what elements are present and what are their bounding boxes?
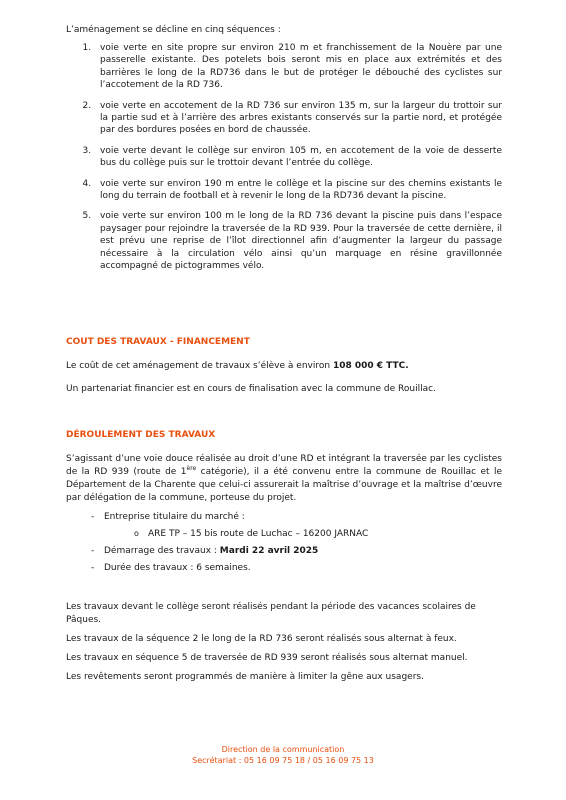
demarrage-label: Démarrage des travaux :	[104, 545, 220, 556]
cost-paragraph	[66, 360, 502, 373]
entreprise-sublist	[104, 528, 502, 541]
deroulement-text-a: S’agissant d’une voie douce réalisée au droit d’une RD et intégrant la traversée par les cyclistes de la RD 939 (route de 1	[66, 453, 502, 477]
sequence-item-4: 4. voie verte sur environ 190 m entre le collège et la piscine sur des chemins existants le long du terrain de football et à revenir le long de la RD736 devant la piscine.	[94, 178, 502, 203]
sequence-item-3: 3. voie verte devant le collège sur environ 105 m, en accotement de la voie de desserte bus du collège puis sur le trottoir devant l’entrée du collège.	[94, 145, 502, 170]
demarrage-item	[94, 545, 502, 558]
demarrage-value: Mardi 22 avril 2025	[219, 545, 319, 556]
closing-section	[66, 601, 502, 684]
closing-line-2: Les travaux de la séquence 2 le long de la RD 736 seront réalisés sous alternat à feux.	[66, 633, 457, 644]
deroulement-paragraph	[66, 453, 502, 505]
partner-paragraph: Un partenariat financier est en cours de finalisation avec la commune de Rouillac.	[66, 383, 436, 394]
duree-item: - Durée des travaux : 6 semaines.	[94, 562, 502, 575]
closing-line-1: Les travaux devant le collège seront réalisés pendant la période des vacances scolaires de Pâques.	[66, 601, 476, 625]
entreprise-value: o ARE TP – 15 bis route de Luchac – 16200 JARNAC	[134, 528, 502, 541]
footer-department: Direction de la communication	[221, 745, 345, 754]
document-body	[66, 24, 502, 690]
entreprise-label: Entreprise titulaire du marché :	[104, 511, 245, 522]
footer-phone: Secrétariat : 05 16 09 75 18 / 05 16 09 75 13	[192, 756, 374, 765]
details-list	[66, 511, 502, 575]
cost-amount: 108 000 € TTC.	[332, 360, 409, 371]
footer	[0, 744, 566, 766]
sequence-item-1: 1. voie verte en site propre sur environ 210 m et franchissement de la Nouère par une passerelle existante. Des potelets bois seront mis en place aux extrémités et des barrières le long de la RD736 dans le but de protéger le débouché des cyclistes sur l’accotement de la RD 736.	[94, 42, 502, 92]
entreprise-item	[94, 511, 502, 541]
deroulement-heading: DÉROULEMENT DES TRAVAUX	[66, 429, 216, 440]
sequence-item-5: 5. voie verte sur environ 100 m le long de la RD 736 devant la piscine puis dans l’espace paysager pour rejoindre la traversée de la RD 939. Pour la traversée de cette dernière, il est prévu une reprise de l’îlot directionnel afin d’augmenter la largeur du passage nécessaire à la circulation vélo ainsi qu’un marquage en résine gravillonnée accompagné de pictogrammes vélo.	[94, 210, 502, 272]
intro-text: L’aménagement se décline en cinq séquences :	[66, 25, 281, 35]
cost-text: Le coût de cet aménagement de travaux s’élève à environ	[66, 360, 333, 371]
deroulement-text-b: catégorie), il a été convenu entre la commune de Rouillac et le Département de la Charente que celui-ci assurerait la maîtrise d’ouvrage et la maîtrise d’œuvre par délégation de la commune, porteuse du projet.	[66, 466, 503, 503]
sequence-item-2: 2. voie verte en accotement de la RD 736 sur environ 135 m, sur la largeur du trottoir sur la partie sud et à l’arrière des arbres existants conservés sur la partie nord, et protégée par des bordures posées en bord de chaussée.	[94, 100, 502, 137]
cout-heading: COUT DES TRAVAUX - FINANCEMENT	[66, 336, 250, 347]
sequence-list	[66, 42, 502, 273]
closing-line-4: Les revêtements seront programmés de manière à limiter la gêne aux usagers.	[66, 671, 424, 682]
deroulement-sup: ère	[186, 464, 197, 472]
closing-line-3: Les travaux en séquence 5 de traversée de RD 939 seront réalisés sous alternat manuel.	[66, 652, 468, 663]
